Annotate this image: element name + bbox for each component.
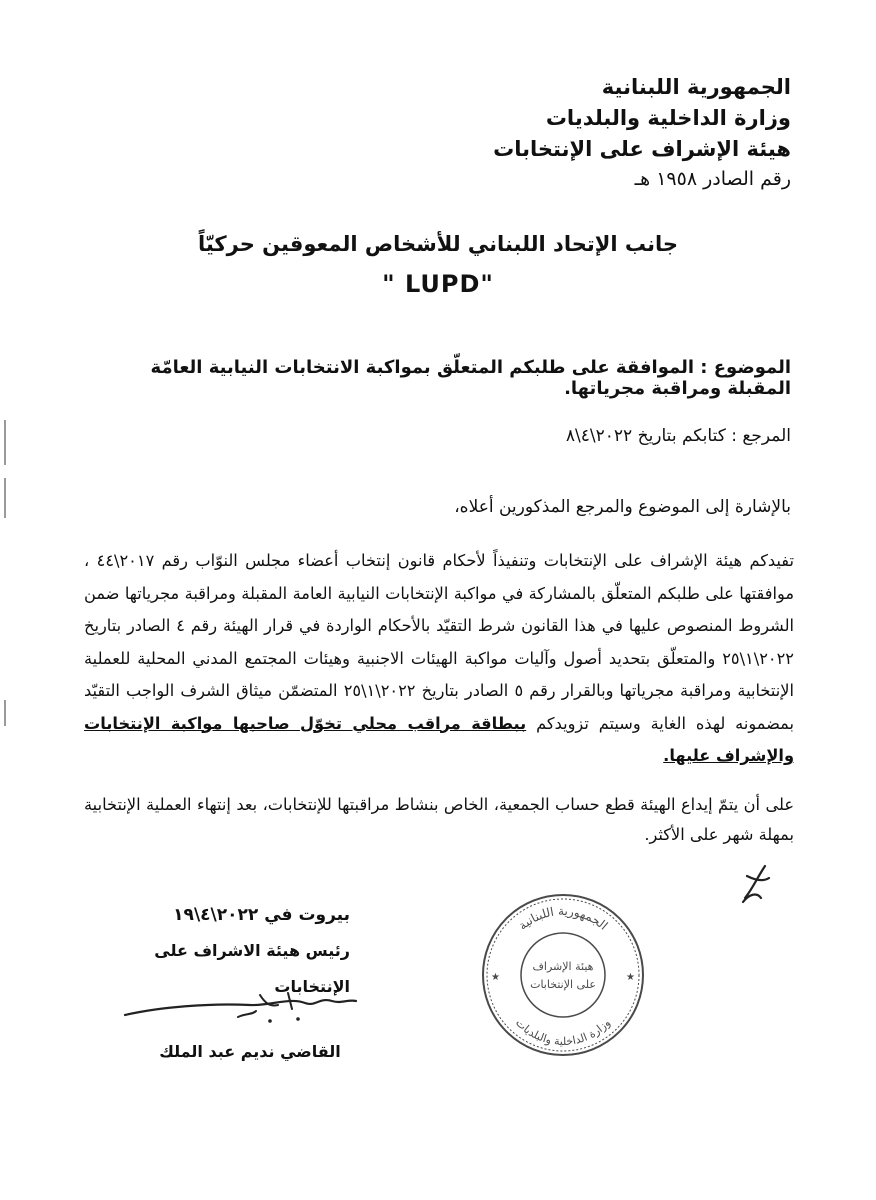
- stamp-bottom-text: وزارة الداخلية والبلديات: [513, 1016, 613, 1049]
- authority-name: هيئة الإشراف على الإنتخابات: [493, 137, 791, 161]
- salutation: بالإشارة إلى الموضوع والمرجع المذكورين أعلاه،: [454, 497, 791, 517]
- body-paragraph-1-text: تفيدكم هيئة الإشراف على الإنتخابات وتنفيذاً لأحكام قانون إنتخاب أعضاء مجلس النوّاب رقم ٢٠١٧\٤٤ ، موافقتها على طلبكم المتعلّق بالمشاركة في مواكبة الإنتخابات النيابية العامة المقبلة ومراقبة مجرياتها ضمن الشروط المنصوص عليها في هذا القانون شرط التقيّد بالأحكام الواردة في قرار الهيئة رقم ٤ الصادر بتاريخ ٢٠٢٢\١\٢٥ والمتعلّق بتحديد أصول وآليات مواكبة الهيئات الاجنبية وهيئات المجتمع المدني المحلية للعملية الإنتخابية ومراقبة مجرياتها وبالقرار رقم ٥ الصادر بتاريخ ٢٠٢٢\١\٢٥ المتضمّن ميثاق الشرف الواجب التقيّد بمضمونه لهذه الغاية وسيتم تزويدكم: [84, 551, 794, 733]
- outgoing-number: رقم الصادر ١٩٥٨ هـ: [634, 168, 791, 190]
- stamp-top-text: الجمهورية اللبنانية: [515, 903, 611, 933]
- reference-line: المرجع : كتابكم بتاريخ ٢٠٢٢\٤\٨: [565, 426, 791, 446]
- binding-mark: [4, 420, 6, 465]
- binding-mark: [4, 478, 6, 518]
- binding-mark: [4, 700, 6, 726]
- body-paragraph-2: على أن يتمّ إيداع الهيئة قطع حساب الجمعية، الخاص بنشاط مراقبتها للإنتخابات، بعد إنتهاء العملية الإنتخابية بمهلة شهر على الأكثر.: [84, 795, 794, 844]
- handwritten-signature: [120, 985, 360, 1035]
- official-stamp: [478, 890, 648, 1060]
- initials-signature: [735, 858, 775, 908]
- body-paragraph-1: [84, 545, 794, 773]
- stamp-star-icon: ★: [491, 972, 500, 983]
- addressee-acronym: " LUPD": [382, 270, 494, 298]
- republic-name: الجمهورية اللبنانية: [601, 75, 791, 99]
- letterhead: [431, 72, 791, 193]
- signatory-title: رئيس هيئة الاشراف على الإنتخابات: [154, 941, 350, 996]
- ministry-name: وزارة الداخلية والبلديات: [545, 106, 791, 130]
- addressee-name: جانب الإتحاد اللبناني للأشخاص المعوقين حركيّاً: [197, 232, 679, 256]
- subject-line: الموضوع : الموافقة على طلبكم المتعلّق بمواكبة الانتخابات النيابية العامّة المقبلة ومراقبة مجرياتها.: [150, 357, 791, 399]
- stamp-star-icon: ★: [626, 972, 635, 983]
- stamp-center-line-1: هيئة الإشراف: [532, 960, 594, 973]
- body-paragraph-1-emphasis: ببطاقة مراقب محلي تخوّل صاحبها مواكبة الإنتخابات والإشراف عليها.: [84, 713, 794, 765]
- signatory-name: القاضي نديم عبد الملك: [159, 1042, 341, 1061]
- stamp-center-line-2: على الإنتخابات: [530, 978, 596, 991]
- signature-place-date: بيروت في ٢٠٢٢\٤\١٩: [173, 905, 350, 925]
